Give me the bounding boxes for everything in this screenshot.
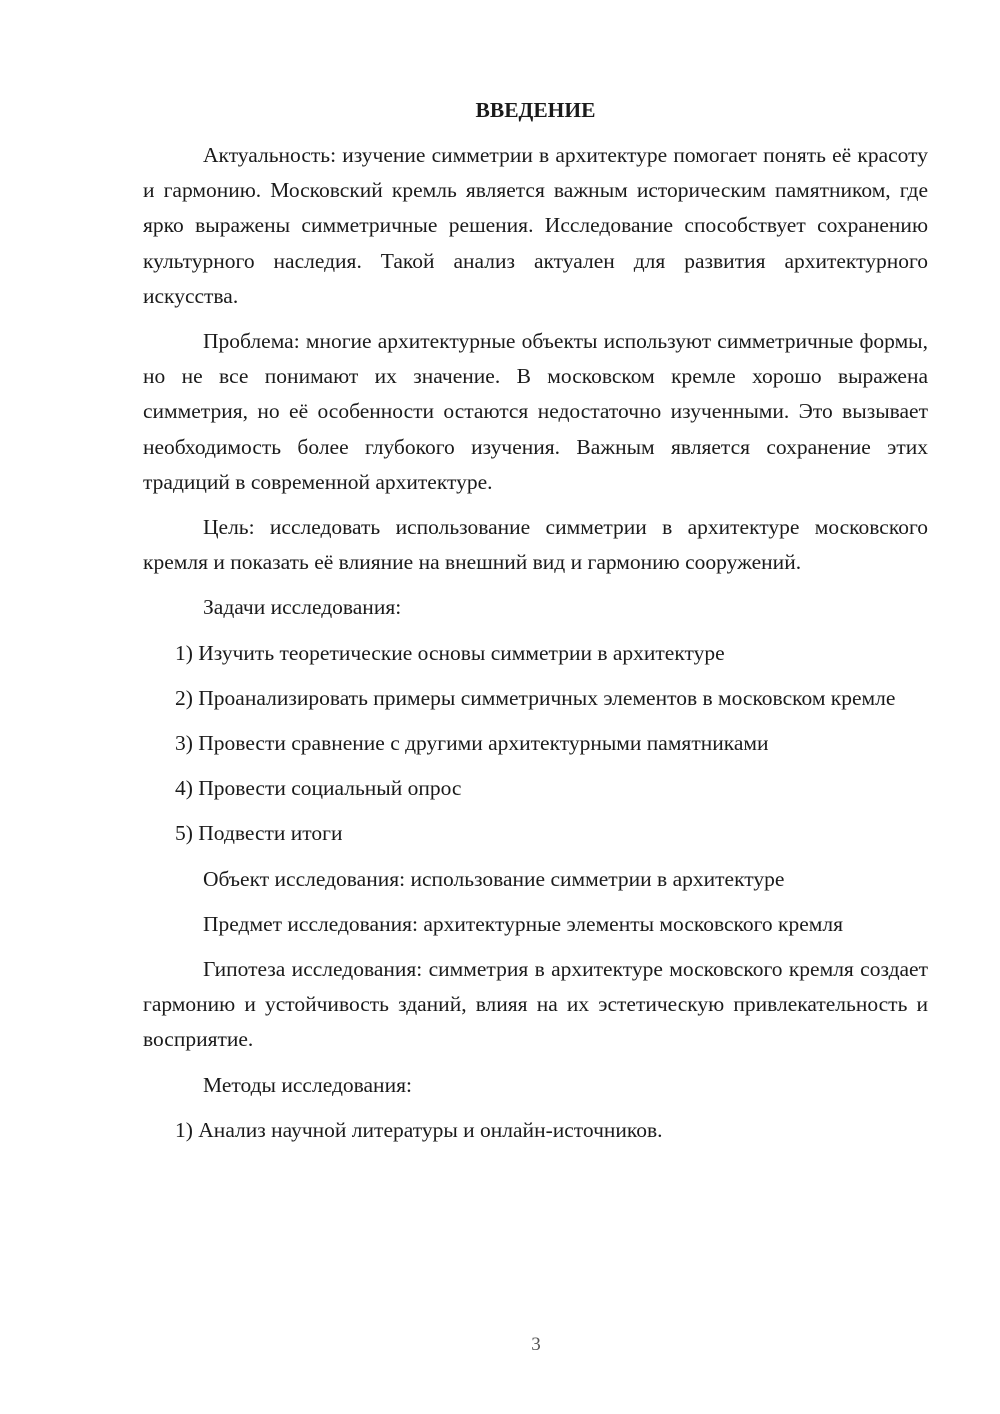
- task-item-3: 3) Провести сравнение с другими архитектурными памятниками: [175, 731, 769, 756]
- relevance-paragraph: Актуальность: изучение симметрии в архитектуре помогает понять её красоту и гармонию. Московский кремль является важным историческим памятником, где ярко выражены симметричные решения. Исследование способствует сохранению культурного наследия. Такой анализ актуален для развития архитектурного искусства.: [143, 143, 928, 308]
- tasks-heading-paragraph: Задачи исследования:: [203, 595, 402, 620]
- methods-heading-paragraph: Методы исследования:: [203, 1072, 412, 1097]
- page-number: 3: [531, 1334, 541, 1355]
- object-paragraph: Объект исследования: использование симметрии в архитектуре: [203, 866, 785, 891]
- task-item-4: 4) Провести социальный опрос: [175, 776, 462, 801]
- method-item-1: 1) Анализ научной литературы и онлайн-источников.: [175, 1117, 663, 1142]
- hypothesis-paragraph: Гипотеза исследования: симметрия в архитектуре московского кремля создает гармонию и устойчивость зданий, влияя на их эстетическую привлекательность и восприятие.: [143, 957, 928, 1052]
- task-item-5: 5) Подвести итоги: [175, 821, 343, 846]
- problem-paragraph: Проблема: многие архитектурные объекты используют симметричные формы, но не все понимают их значение. В московском кремле хорошо выражена симметрия, но её особенности остаются недостаточно изученными. Это вызывает необходимость более глубокого изучения. Важным является сохранение этих традиций в современной архитектуре.: [143, 329, 928, 494]
- task-item-1: 1) Изучить теоретические основы симметрии в архитектуре: [175, 640, 725, 665]
- section-heading: ВВЕДЕНИЕ: [475, 98, 596, 122]
- subject-paragraph: Предмет исследования: архитектурные элементы московского кремля: [203, 911, 844, 936]
- document-page: [143, 92, 928, 1158]
- goal-paragraph: Цель: исследовать использование симметрии в архитектуре московского кремля и показать её влияние на внешний вид и гармонию сооружений.: [143, 515, 928, 575]
- task-item-2: 2) Проанализировать примеры симметричных элементов в московском кремле: [175, 685, 896, 710]
